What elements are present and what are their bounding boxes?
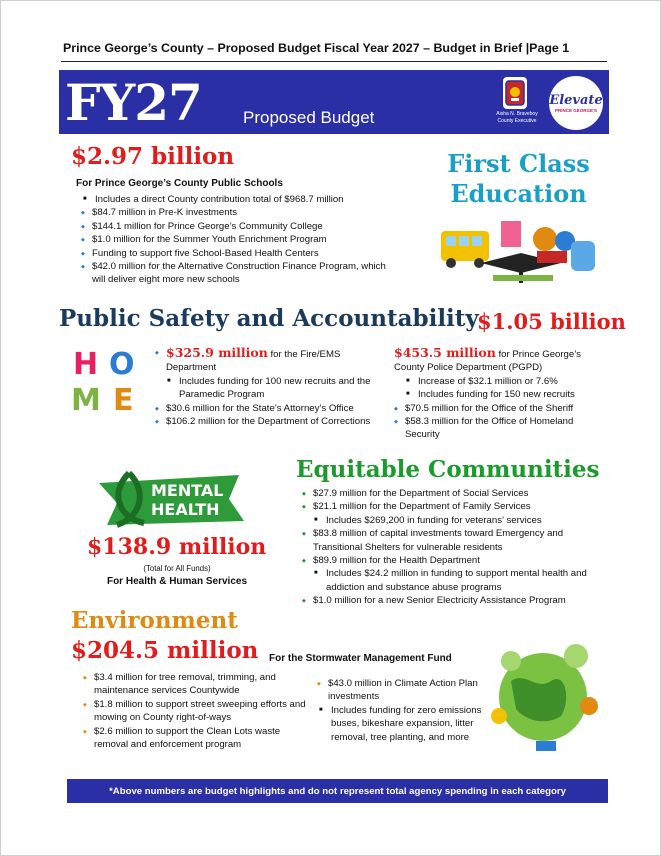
elevate-logo xyxy=(549,76,603,130)
police-label-b: County Police Department (PGPD) xyxy=(394,362,543,374)
banner-subtitle: Proposed Budget xyxy=(243,108,375,127)
list-item: ■ Includes $24.2 million in funding to support mental health and addiction and substance abuse programs xyxy=(302,567,607,594)
mental-health-ribbon-image xyxy=(89,463,254,533)
list-item: ■ Includes funding for 100 new recruits and the Paramedic Program xyxy=(155,375,385,402)
elevate-logo-word: Elevate xyxy=(549,93,603,108)
list-item: ■ Includes funding for 150 new recruits xyxy=(394,388,609,401)
header-divider xyxy=(61,61,607,62)
environment-amount: $204.5 million xyxy=(71,637,259,664)
elevate-logo-sub: PRINCE GEORGE'S xyxy=(554,108,598,113)
list-item: ◆ $1.8 million to support street sweeping efforts and mowing on County right-of-ways xyxy=(83,698,308,725)
home-letter-m: M xyxy=(71,383,101,414)
green-globe-image xyxy=(481,631,606,761)
health-label: For Health & Human Services xyxy=(106,576,248,587)
police-amount: $453.5 million xyxy=(394,345,496,360)
list-item: ◆ $1.0 million for the Summer Youth Enrichment Program xyxy=(81,233,401,246)
fire-ems-label-a: for the Fire/EMS xyxy=(267,349,341,360)
environment-right-list xyxy=(317,677,497,744)
equity-list xyxy=(302,487,607,608)
list-item: ◆ $42.0 million for the Alternative Construction Finance Program, which will deliver eight more new schools xyxy=(81,260,401,287)
public-safety-amount: $1.05 billion xyxy=(477,309,626,334)
environment-heading: Environment xyxy=(71,607,238,634)
fire-ems-block: ◆ $325.9 million for the Fire/EMS Department ■ Includes funding for 100 new recruits and the Paramedic Program ◆ $30.6 million for the State’s Attorney’s Office ◆ $106.2 million for the Department of Corrections xyxy=(155,346,385,428)
school-supplies-image xyxy=(441,211,601,296)
environment-left-list xyxy=(83,671,308,751)
list-item: ◆ $21.1 million for the Department of Family Services xyxy=(302,500,607,513)
heading-line-2: Education xyxy=(450,179,587,208)
equitable-communities-heading: Equitable Communities xyxy=(296,456,600,483)
police-list xyxy=(394,375,609,442)
footer-disclaimer: *Above numbers are budget highlights and do not represent total agency spending in each category xyxy=(67,779,608,803)
list-item: ■ Includes funding for zero emissions buses, bikeshare expansion, litter removal, tree planting, and more xyxy=(317,704,497,744)
list-item: ◆ $43.0 million in Climate Action Plan investments xyxy=(317,677,497,704)
list-item: ◆ $30.6 million for the State’s Attorney’s Office xyxy=(155,402,385,415)
list-item: ■ Includes a direct County contribution total of $968.7 million xyxy=(81,193,401,206)
police-label-a: for Prince George’s xyxy=(495,349,581,360)
list-item: ◆ $84.7 million in Pre-K investments xyxy=(81,206,401,219)
first-class-education-heading xyxy=(421,149,616,209)
list-item: ◆ Funding to support five School-Based Health Centers xyxy=(81,247,401,260)
health-note: (Total for All Funds) xyxy=(143,564,211,573)
fy27-banner xyxy=(59,70,609,134)
health-amount: $138.9 million xyxy=(87,534,267,560)
ribbon-text-mental: MENTAL xyxy=(151,481,224,500)
education-list xyxy=(81,193,401,287)
list-item: ◆ $58.3 million for the Office of Homeland Security xyxy=(394,415,609,442)
list-item: ◆ $1.0 million for a new Senior Electricity Assistance Program xyxy=(302,594,607,607)
education-amount: $2.97 billion xyxy=(71,143,235,170)
fire-ems-amount: $325.9 million xyxy=(166,345,268,360)
list-item: ◆ $3.4 million for tree removal, trimming, and maintenance services Countywide xyxy=(83,671,308,698)
home-collage-image xyxy=(69,344,149,414)
executive-name: Aisha N. Braveboy xyxy=(496,111,538,117)
home-letter-e: E xyxy=(113,383,134,414)
list-item: ◆ $106.2 million for the Department of Corrections xyxy=(155,415,385,428)
list-item: ◆ $89.9 million for the Health Department xyxy=(302,554,607,567)
county-executive-signature xyxy=(477,111,557,125)
environment-label: For the Stormwater Management Fund xyxy=(269,653,452,664)
home-letter-h: H xyxy=(73,347,99,382)
list-item: ■ Increase of $32.1 million or 7.6% xyxy=(394,375,609,388)
fire-ems-label-b: Department xyxy=(166,362,217,374)
ribbon-text-health: HEALTH xyxy=(151,500,220,519)
page-header-title: Prince George’s County – Proposed Budget Fiscal Year 2027 – Budget in Brief |Page 1 xyxy=(63,41,570,55)
county-seal-icon xyxy=(503,77,527,109)
fire-ems-list xyxy=(155,375,385,429)
police-block xyxy=(394,346,609,442)
list-item: ◆ $144.1 million for Prince George’s Community College xyxy=(81,220,401,233)
public-safety-heading: Public Safety and Accountability xyxy=(59,305,479,332)
fy-title: FY27 xyxy=(65,73,202,132)
list-item: ◆ $2.6 million to support the Clean Lots waste removal and enforcement program xyxy=(83,725,308,752)
list-item: ◆ $70.5 million for the Office of the Sheriff xyxy=(394,402,609,415)
education-label: For Prince George’s County Public Schools xyxy=(76,178,283,189)
heading-line-1: First Class xyxy=(447,149,590,178)
list-item: ◆ $27.9 million for the Department of Social Services xyxy=(302,487,607,500)
list-item: ■ Includes $269,200 in funding for veterans’ services xyxy=(302,514,607,527)
executive-title: County Executive xyxy=(497,118,537,124)
list-item: ◆ $83.8 million of capital investments toward Emergency and Transitional Shelters for vulnerable residents xyxy=(302,527,607,554)
home-letter-o: O xyxy=(109,347,135,382)
